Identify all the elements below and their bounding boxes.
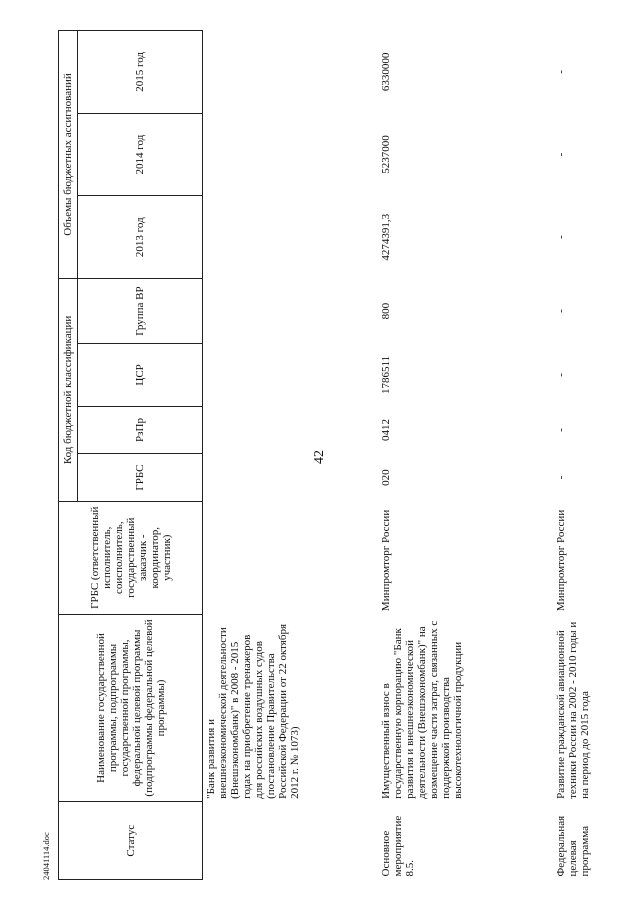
table-row: [203, 31, 378, 880]
header-status: Статус: [59, 802, 203, 880]
header-2014: 2014 год: [78, 113, 203, 196]
cell-grbs: Минпромторг России: [379, 509, 392, 612]
header-budget-volume: Объемы бюджетных ассигнований: [59, 31, 78, 279]
header-2013: 2013 год: [78, 196, 203, 279]
header-rzpr: РзПр: [78, 406, 203, 454]
cell-grbs: [203, 501, 378, 614]
cell-2015: 6330000: [379, 52, 392, 92]
header-2015: 2015 год: [78, 31, 203, 114]
cell-2015: -: [554, 70, 567, 74]
table-row: [378, 31, 553, 880]
cell-name: Развитие гражданской авиационной техники России на 2002 - 2010 годы и на период до 2015 года: [554, 621, 591, 799]
cell-vr: 800: [379, 302, 392, 320]
cell-2014: -: [554, 152, 567, 157]
cell-vr: -: [554, 309, 567, 313]
cell-vr: [203, 279, 378, 344]
cell-csr: [203, 344, 378, 407]
header-grbs: ГРБС (ответственный исполнитель, соисполнитель, государственный заказчик - координатор, участник): [59, 501, 203, 614]
cell-rzpr: 0412: [379, 419, 392, 442]
cell-status: Федеральная целевая программа: [554, 815, 591, 877]
header-code-grbs: ГРБС: [78, 454, 203, 502]
cell-grbs: Минпромторг России: [554, 509, 567, 612]
header-csr: ЦСР: [78, 344, 203, 407]
header-vr: Группа ВР: [78, 279, 203, 344]
cell-2013: [203, 196, 378, 279]
cell-status: Основное мероприятие 8.5.: [379, 815, 416, 877]
cell-2014: [203, 113, 378, 196]
cell-csr: -: [554, 373, 567, 377]
table-header: [59, 31, 203, 880]
cell-rzpr: -: [554, 428, 567, 432]
header-name: Наименование государственной программы, подпрограммы государственной программы, федеральной целевой программы (подпрограммы федеральной целевой программы): [59, 614, 203, 802]
cell-csr: 1786511: [379, 355, 392, 394]
cell-code-grbs: -: [554, 475, 567, 480]
cell-code-grbs: 020: [379, 469, 392, 486]
cell-status: [203, 802, 378, 880]
cell-name: Имущественный взнос в государственную корпорацию "Банк развития и внешнеэкономической деятельности (Внешэкономбанк)" на возмещение части затрат, связанных с поддержкой производства высокотехнологичной продукции: [379, 620, 464, 799]
table-row: [553, 31, 628, 880]
cell-2015: [203, 31, 378, 114]
cell-2013: 4274391,3: [379, 213, 392, 261]
page-number: 42: [312, 450, 327, 464]
cell-rzpr: [203, 406, 378, 454]
cell-2014: 5237000: [379, 135, 392, 174]
rotated-page-content: [58, 30, 608, 880]
file-name-footer: 24041114.doc: [41, 832, 51, 880]
header-budget-code: Код бюджетной классификации: [59, 279, 78, 502]
budget-table: [58, 30, 628, 880]
cell-2013: -: [554, 235, 567, 240]
cell-code-grbs: [203, 454, 378, 502]
cell-name: "Банк развития и внешнеэкономической деятельности (Внешэкономбанк)" в 2008 - 2015 годах на приобретение тренажеров для российских воздушных судов (постановление Правительства Российской Федерации от 22 октября 2012 г. № 1073): [205, 623, 301, 799]
